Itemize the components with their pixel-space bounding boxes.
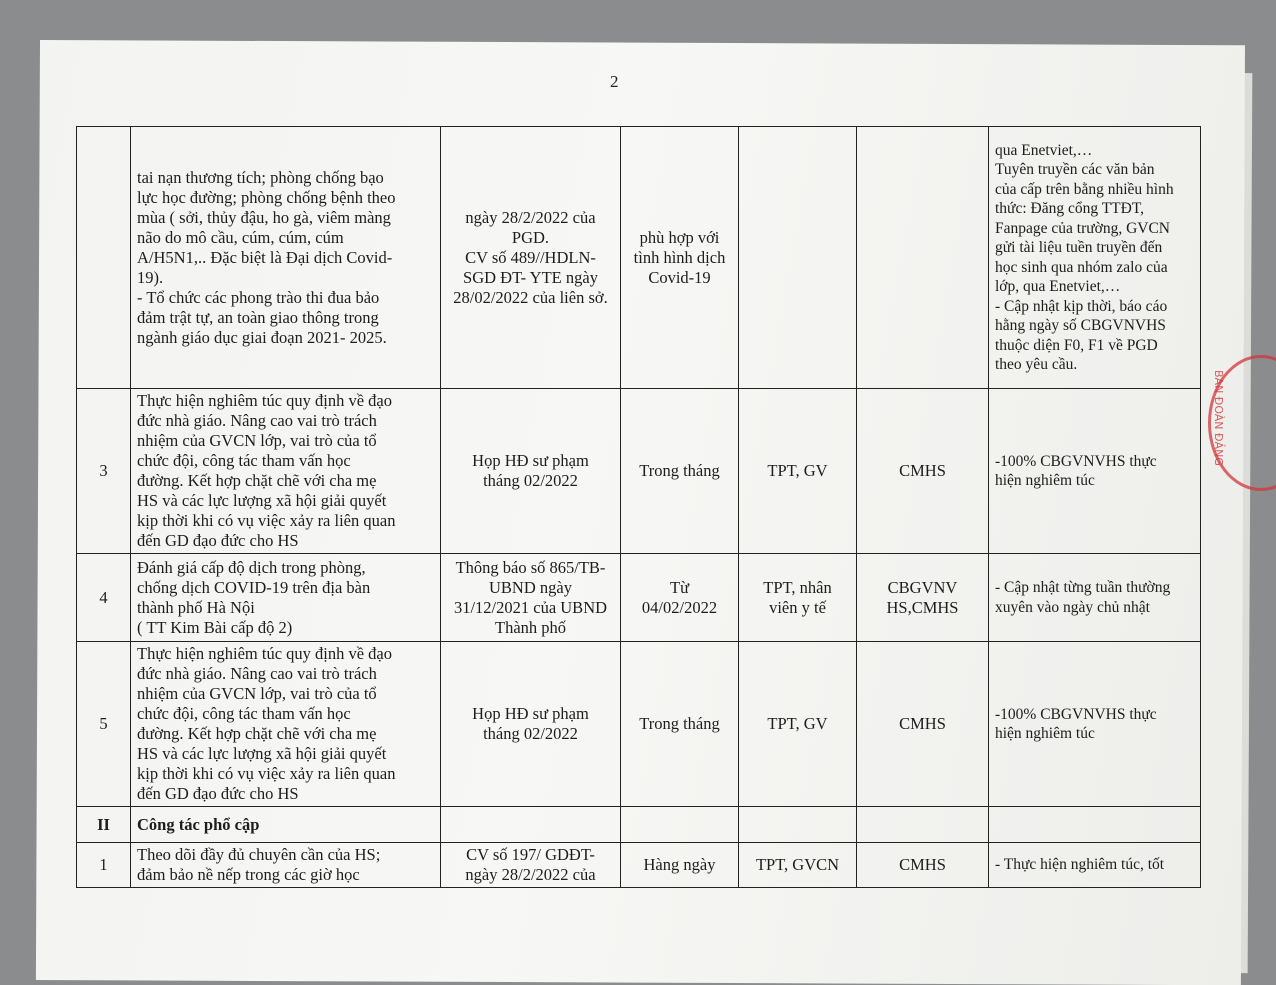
time-line: Từ <box>669 577 690 597</box>
stt-text: 5 <box>99 714 108 733</box>
cell-content <box>131 554 441 642</box>
result-line: hằng ngày số CBGVNVHS <box>995 317 1166 334</box>
basis-line: PGD. <box>511 227 550 247</box>
basis-line: 28/02/2022 của liên sở. <box>453 287 608 307</box>
cell-result <box>989 127 1201 389</box>
cell-time <box>621 389 739 554</box>
content-line: chức đội, công tác tham vấn học <box>137 451 351 470</box>
result-line: học sinh qua nhóm zalo của <box>995 258 1168 276</box>
table-row <box>77 389 1201 554</box>
cell-participants <box>857 642 989 807</box>
cell-content <box>131 127 441 389</box>
content-line: ngành giáo dục giai đoạn 2021- 2025. <box>137 327 387 347</box>
result-line: xuyên vào ngày chủ nhật <box>995 598 1150 616</box>
cell-content <box>131 843 441 888</box>
content-line: đến GD đạo đức cho HS <box>137 531 299 550</box>
participants-line: CMHS <box>899 714 946 733</box>
content-line: đảm trật tự, an toàn giao thông trong <box>137 307 379 327</box>
time-line: Trong tháng <box>639 714 720 733</box>
responsible-line: TPT, GV <box>767 714 828 733</box>
table-row <box>77 554 1201 642</box>
content-line: tai nạn thương tích; phòng chống bạo <box>137 167 384 187</box>
section-empty-cell <box>857 807 989 843</box>
cell-content <box>131 389 441 554</box>
cell-time <box>621 127 739 389</box>
result-line: qua Enetviet,… <box>995 141 1093 159</box>
section-number: II <box>77 807 131 843</box>
result-line: thức: Đăng cổng TTĐT, <box>995 200 1145 217</box>
cell-participants <box>857 554 989 642</box>
content-line: A/H5N1,.. Đặc biệt là Đại dịch Covid- <box>137 247 393 267</box>
cell-participants <box>857 843 989 888</box>
result-line: - Thực hiện nghiêm túc, tốt <box>995 856 1165 874</box>
plan-table <box>76 126 1201 888</box>
responsible-line: TPT, GV <box>767 461 828 480</box>
content-line: HS và các lực lượng xã hội giải quyết <box>137 744 387 763</box>
stt-text: 4 <box>99 587 108 607</box>
cell-participants <box>857 127 989 389</box>
responsible-line: TPT, GVCN <box>755 855 840 874</box>
result-line: Tuyên truyền các văn bản <box>995 161 1155 178</box>
time-line: tình hình dịch <box>633 247 726 267</box>
basis-line: ngày 28/2/2022 của <box>465 865 596 884</box>
time-line: Trong tháng <box>639 461 720 480</box>
basis-line: 31/12/2021 của UBND <box>453 597 608 617</box>
time-line: phù hợp với <box>639 227 720 247</box>
content-line: chức đội, công tác tham vấn học <box>137 704 351 723</box>
content-line: chống dịch COVID-19 trên địa bàn <box>137 577 371 597</box>
content-line: đảm bảo nề nếp trong các giờ học <box>137 865 360 884</box>
section-empty-cell <box>989 807 1201 843</box>
table-row <box>77 642 1201 807</box>
content-line: kịp thời khi có vụ việc xảy ra liên quan <box>137 511 396 530</box>
stamp-text: BAN ĐOÀN ĐẢNG <box>1212 370 1225 466</box>
content-line: đường. Kết hợp chặt chẽ với cha mẹ <box>137 471 377 490</box>
cell-basis <box>441 642 621 807</box>
basis-line: Họp HĐ sư phạm <box>472 704 589 723</box>
content-line: đức nhà giáo. Nâng cao vai trò trách <box>137 411 377 430</box>
basis-line: Họp HĐ sư phạm <box>472 451 589 470</box>
cell-time <box>621 642 739 807</box>
result-line: hiện nghiêm túc <box>995 725 1095 742</box>
content-line: nhiệm của GVCN lớp, vai trò của tổ <box>137 431 377 450</box>
content-line: đường. Kết hợp chặt chẽ với cha mẹ <box>137 724 377 743</box>
content-line: ( TT Kim Bài cấp độ 2) <box>137 617 293 637</box>
section-row <box>77 807 1201 843</box>
participants-line: CMHS <box>899 855 946 874</box>
section-empty-cell <box>739 807 857 843</box>
cell-responsible <box>739 127 857 389</box>
basis-line: tháng 02/2022 <box>483 724 578 743</box>
table-row <box>77 127 1201 389</box>
content-line: não do mô cầu, cúm, cúm, cúm <box>137 227 344 247</box>
content-line: 19). <box>137 267 164 287</box>
cell-result <box>989 389 1201 554</box>
cell-stt <box>77 127 131 389</box>
basis-line: UBND ngày <box>489 577 572 597</box>
basis-line: tháng 02/2022 <box>483 471 578 490</box>
section-empty-cell <box>441 807 621 843</box>
content-line: đức nhà giáo. Nâng cao vai trò trách <box>137 664 377 683</box>
content-line: - Tổ chức các phong trào thi đua bảo <box>137 287 380 307</box>
result-line: -100% CBGVNVHS thực <box>995 705 1157 723</box>
basis-line: SGD ĐT- YTE ngày <box>463 267 598 287</box>
result-line: -100% CBGVNVHS thực <box>995 452 1157 470</box>
content-line: HS và các lực lượng xã hội giải quyết <box>137 491 387 510</box>
cell-basis <box>441 389 621 554</box>
result-line: - Cập nhật từng tuần thường <box>995 579 1171 596</box>
cell-responsible <box>739 642 857 807</box>
cell-basis <box>441 843 621 888</box>
content-line: Thực hiện nghiêm túc quy định về đạo <box>137 644 393 663</box>
result-line: theo yêu cầu. <box>995 356 1078 373</box>
cell-responsible <box>739 389 857 554</box>
time-line: Covid-19 <box>648 267 711 287</box>
content-line: lực học đường; phòng chống bệnh theo <box>137 187 396 207</box>
content-line: kịp thời khi có vụ việc xảy ra liên quan <box>137 764 396 783</box>
cell-content <box>131 642 441 807</box>
result-line: lớp, qua Enetviet,… <box>995 278 1121 295</box>
content-line: nhiệm của GVCN lớp, vai trò của tổ <box>137 684 377 703</box>
participants-line: CBGVNV <box>887 577 958 597</box>
basis-line: ngày 28/2/2022 của <box>465 207 596 227</box>
section-empty-cell <box>621 807 739 843</box>
cell-responsible <box>739 843 857 888</box>
participants-line: HS,CMHS <box>886 597 959 617</box>
basis-line: Thông báo số 865/TB- <box>455 557 606 577</box>
cell-result <box>989 843 1201 888</box>
cell-stt <box>77 642 131 807</box>
cell-time <box>621 554 739 642</box>
stt-text: 3 <box>99 461 108 480</box>
result-line: gửi tài liệu tuền truyền đến <box>995 239 1163 256</box>
time-line: 04/02/2022 <box>641 597 718 617</box>
content-line: đến GD đạo đức cho HS <box>137 784 299 803</box>
table-row <box>77 843 1201 888</box>
content-line: Thực hiện nghiêm túc quy định về đạo <box>137 391 393 410</box>
stt-text: 1 <box>99 855 108 874</box>
result-line: hiện nghiêm túc <box>995 472 1095 489</box>
participants-line: CMHS <box>899 461 946 480</box>
cell-participants <box>857 389 989 554</box>
content-line: mùa ( sởi, thủy đậu, ho gà, viêm màng <box>137 207 391 227</box>
cell-result <box>989 554 1201 642</box>
section-title: Công tác phổ cập <box>131 807 441 843</box>
basis-line: CV số 197/ GDĐT- <box>466 845 595 864</box>
result-line: - Cập nhật kịp thời, báo cáo <box>995 297 1168 315</box>
result-line: thuộc diện F0, F1 về PGD <box>995 336 1158 354</box>
cell-stt <box>77 554 131 642</box>
cell-time <box>621 843 739 888</box>
cell-result <box>989 642 1201 807</box>
responsible-line: viên y tế <box>769 597 826 617</box>
cell-stt <box>77 389 131 554</box>
cell-stt <box>77 843 131 888</box>
content-line: thành phố Hà Nội <box>137 597 255 617</box>
cell-basis <box>441 554 621 642</box>
basis-line: CV số 489//HDLN- <box>465 247 596 267</box>
cell-basis <box>441 127 621 389</box>
responsible-line: TPT, nhân <box>763 577 832 597</box>
content-line: Theo dõi đầy đủ chuyên cần của HS; <box>137 845 381 864</box>
basis-line: Thành phố <box>494 617 567 637</box>
cell-responsible <box>739 554 857 642</box>
result-line: Fanpage của trường, GVCN <box>995 219 1171 237</box>
page-number: 2 <box>610 72 619 91</box>
content-line: Đánh giá cấp độ dịch trong phòng, <box>137 557 366 577</box>
time-line: Hàng ngày <box>643 855 716 874</box>
result-line: của cấp trên bằng nhiều hình <box>995 180 1174 198</box>
